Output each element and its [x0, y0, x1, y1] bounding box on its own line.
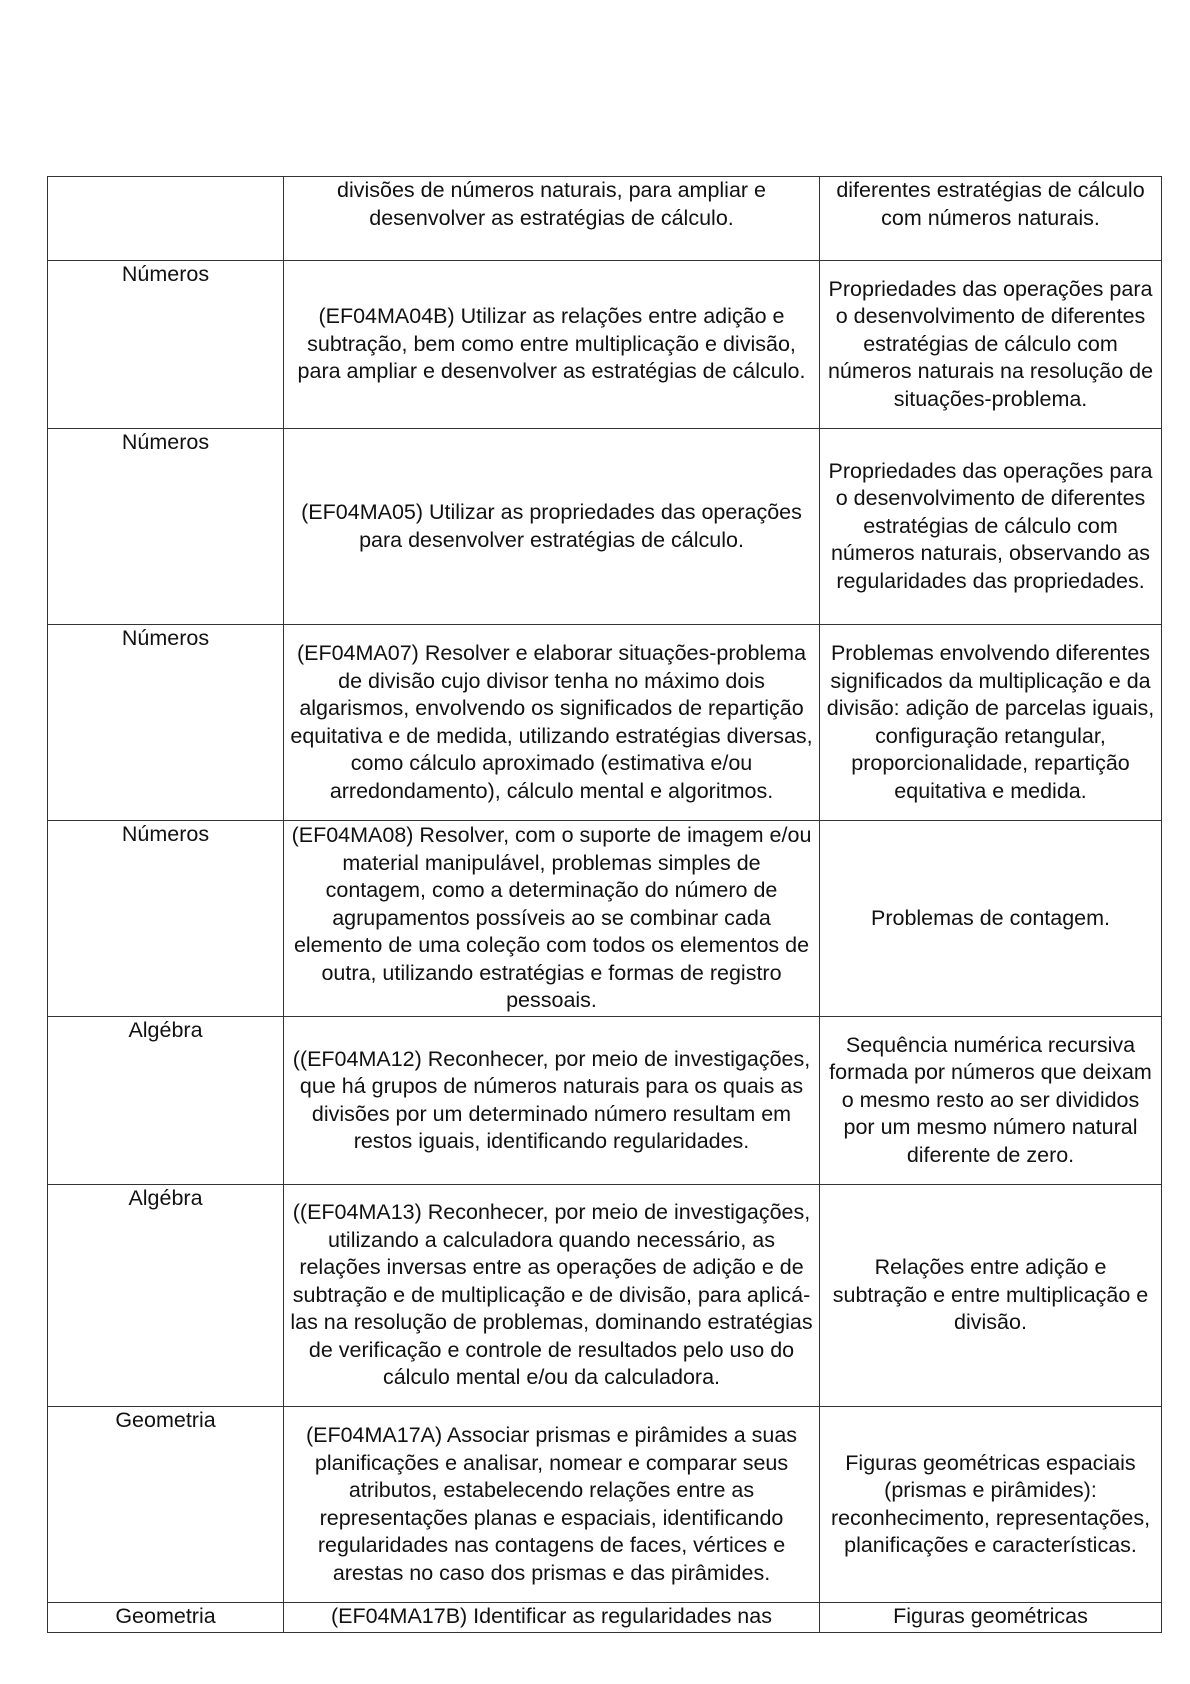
object-cell: Propriedades das operações para o desenvolvimento de diferentes estratégias de cálculo com números naturais, observando as regularidades das propriedades. — [820, 429, 1162, 625]
unit-cell — [48, 177, 284, 261]
object-cell: diferentes estratégias de cálculo com números naturais. — [820, 177, 1162, 261]
unit-cell: Algébra — [48, 1017, 284, 1185]
table-row — [48, 1185, 1162, 1407]
skill-cell: (EF04MA08) Resolver, com o suporte de imagem e/ou material manipulável, problemas simples de contagem, como a determinação do número de agrupamentos possíveis ao se combinar cada elemento de uma coleção com todos os elementos de outra, utilizando estratégias e formas de registro pessoais. — [284, 821, 820, 1017]
unit-cell: Geometria — [48, 1603, 284, 1633]
table-row — [48, 261, 1162, 429]
unit-cell: Números — [48, 625, 284, 821]
skill-cell: (EF04MA17B) Identificar as regularidades nas — [284, 1603, 820, 1633]
unit-cell: Números — [48, 821, 284, 1017]
table-row — [48, 1603, 1162, 1633]
object-cell: Problemas envolvendo diferentes significados da multiplicação e da divisão: adição de parcelas iguais, configuração retangular, proporcionalidade, repartição equitativa e medida. — [820, 625, 1162, 821]
object-cell: Problemas de contagem. — [820, 821, 1162, 1017]
object-cell: Relações entre adição e subtração e entre multiplicação e divisão. — [820, 1185, 1162, 1407]
unit-cell: Números — [48, 429, 284, 625]
table-row — [48, 177, 1162, 261]
table-row — [48, 821, 1162, 1017]
object-cell: Sequência numérica recursiva formada por números que deixam o mesmo resto ao ser divididos por um mesmo número natural diferente de zero. — [820, 1017, 1162, 1185]
skill-cell: ((EF04MA12) Reconhecer, por meio de investigações, que há grupos de números naturais para os quais as divisões por um determinado número resultam em restos iguais, identificando regularidades. — [284, 1017, 820, 1185]
unit-cell: Algébra — [48, 1185, 284, 1407]
unit-cell: Geometria — [48, 1407, 284, 1603]
unit-cell: Números — [48, 261, 284, 429]
table-row — [48, 625, 1162, 821]
object-cell: Figuras geométricas espaciais (prismas e pirâmides): reconhecimento, representações, planificações e características. — [820, 1407, 1162, 1603]
curriculum-table — [47, 176, 1162, 1633]
object-cell: Propriedades das operações para o desenvolvimento de diferentes estratégias de cálculo com números naturais na resolução de situações-problema. — [820, 261, 1162, 429]
skill-cell: divisões de números naturais, para ampliar e desenvolver as estratégias de cálculo. — [284, 177, 820, 261]
skill-cell: ((EF04MA13) Reconhecer, por meio de investigações, utilizando a calculadora quando necessário, as relações inversas entre as operações de adição e de subtração e de multiplicação e de divisão, para aplicá-las na resolução de problemas, dominando estratégias de verificação e controle de resultados pelo uso do cálculo mental e/ou da calculadora. — [284, 1185, 820, 1407]
skill-cell: (EF04MA05) Utilizar as propriedades das operações para desenvolver estratégias de cálculo. — [284, 429, 820, 625]
object-cell: Figuras geométricas — [820, 1603, 1162, 1633]
skill-cell: (EF04MA07) Resolver e elaborar situações-problema de divisão cujo divisor tenha no máximo dois algarismos, envolvendo os significados de repartição equitativa e de medida, utilizando estratégias diversas, como cálculo aproximado (estimativa e/ou arredondamento), cálculo mental e algoritmos. — [284, 625, 820, 821]
skill-cell: (EF04MA04B) Utilizar as relações entre adição e subtração, bem como entre multiplicação e divisão, para ampliar e desenvolver as estratégias de cálculo. — [284, 261, 820, 429]
table-row — [48, 429, 1162, 625]
skill-cell: (EF04MA17A) Associar prismas e pirâmides a suas planificações e analisar, nomear e comparar seus atributos, estabelecendo relações entre as representações planas e espaciais, identificando regularidades nas contagens de faces, vértices e arestas no caso dos prismas e das pirâmides. — [284, 1407, 820, 1603]
table-row — [48, 1407, 1162, 1603]
table-row — [48, 1017, 1162, 1185]
